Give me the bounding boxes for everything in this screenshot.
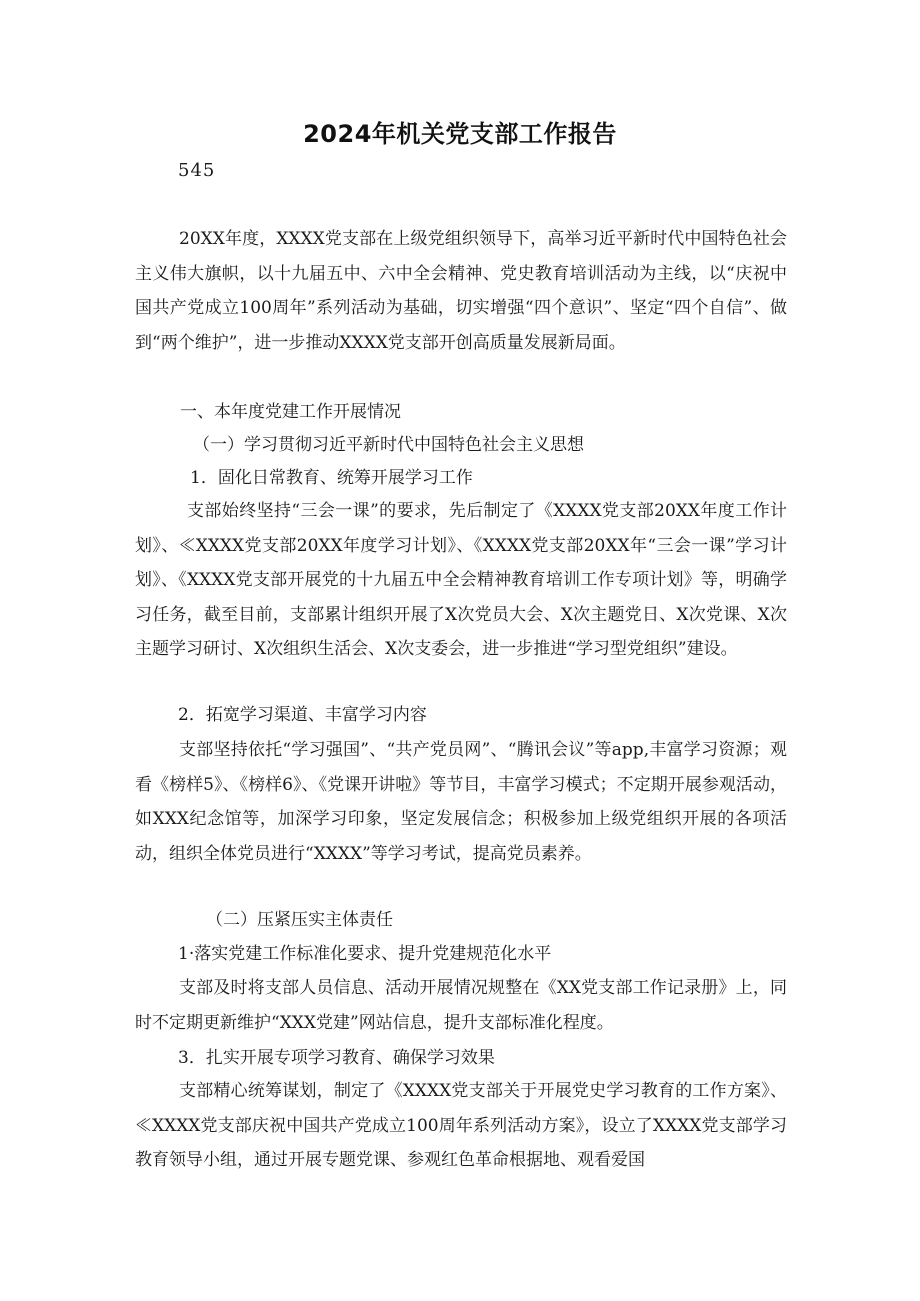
document-title: 2024年机关党支部工作报告 bbox=[303, 120, 617, 148]
paragraph-intro: 20XX年度，XXXX党支部在上级党组织领导下，高举习近平新时代中国特色社会主义伟大旗帜，以十九届五中、六中全会精神、党史教育培训活动为主线，以“庆祝中国共产党成立100周年”系列活动为基础，切实增强“四个意识”、坚定“四个自信”、做到“两个维护”，进一步推动XXXX党支部开创高质量发展新局面。 bbox=[135, 229, 787, 353]
heading-subsection-2: （二）压紧压实主体责任 bbox=[206, 910, 393, 930]
paragraph-standardization: 支部及时将支部人员信息、活动开展情况规整在《XX党支部工作记录册》上，同时不定期更新维护“XXX党建”网站信息，提升支部标准化程度。 bbox=[135, 978, 787, 1033]
heading-item-3: 3．扎实开展专项学习教育、确保学习效果 bbox=[178, 1048, 495, 1068]
paragraph-study-channels: 支部坚持依托“学习强国”、“共产党员网”、“腾讯会议”等app,丰富学习资源；观看《榜样5》、《榜样6》、《党课开讲啦》等节目，丰富学习模式；不定期开展参观活动，如XXX纪念馆等，加深学习印象，坚定发展信念；积极参加上级党组织开展的各项活动，组织全体党员进行“XXXX”等学习考试，提高党员素养。 bbox=[135, 740, 787, 864]
heading-item-standardization: 1·落实党建工作标准化要求、提升党建规范化水平 bbox=[178, 944, 552, 964]
heading-subsection-1: （一）学习贯彻习近平新时代中国特色社会主义思想 bbox=[193, 435, 584, 455]
document-code: 545 bbox=[178, 160, 216, 181]
paragraph-special-education: 支部精心统筹谋划，制定了《XXXX党支部关于开展党史学习教育的工作方案》、≪XXXX党支部庆祝中国共产党成立100周年系列活动方案》，设立了XXXX党支部学习教育领导小组，通过开展专题党课、参观红色革命根据地、观看爱国 bbox=[135, 1081, 787, 1170]
heading-section-1: 一、本年度党建工作开展情况 bbox=[180, 402, 401, 422]
paragraph-study-plans: 支部始终坚持“三会一课”的要求，先后制定了《XXXX党支部20XX年度工作计划》、≪XXXX党支部20XX年度学习计划》、《XXXX党支部20XX年“三会一课”学习计划》、《XXXX党支部开展党的十九届五中全会精神教育培训工作专项计划》等，明确学习任务，截至目前，支部累计组织开展了X次党员大会、X次主题党日、X次党课、X次主题学习研讨、X次组织生活会、X次支委会，进一步推进“学习型党组织”建设。 bbox=[135, 501, 787, 659]
heading-item-2: 2．拓宽学习渠道、丰富学习内容 bbox=[178, 705, 427, 725]
heading-item-1: 1．固化日常教育、统筹开展学习工作 bbox=[190, 468, 473, 488]
